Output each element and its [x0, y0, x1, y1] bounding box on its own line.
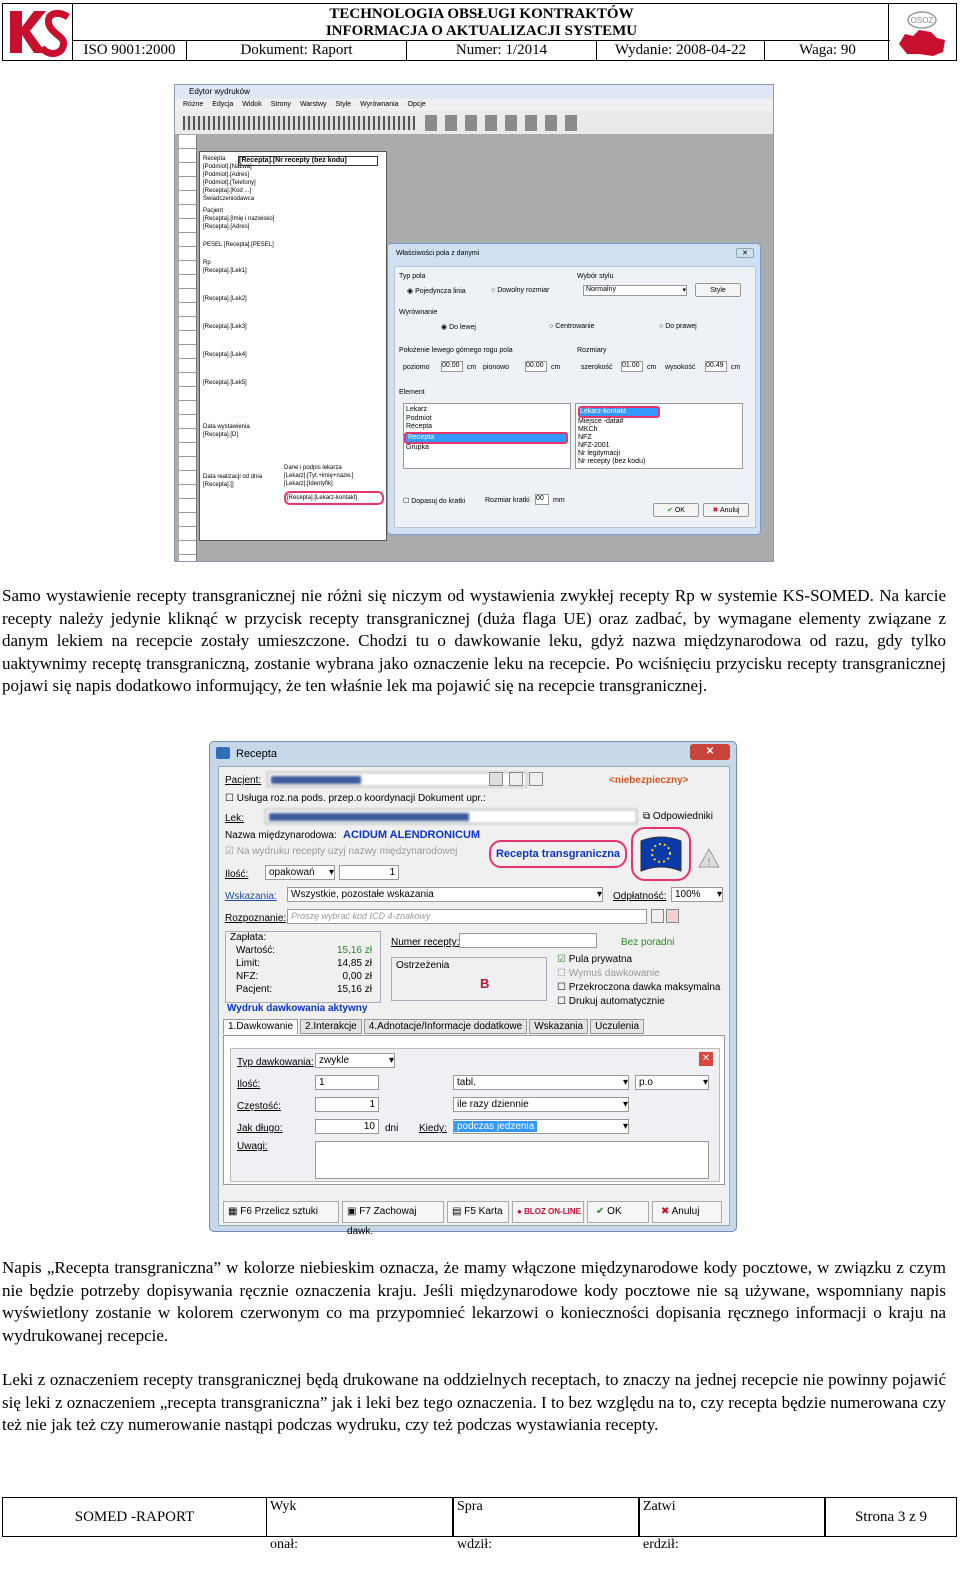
- international-name-value: ACIDUM ALENDRONICUM: [343, 829, 481, 841]
- menu-item[interactable]: Style: [335, 101, 352, 108]
- pay-value: 0,00 zł: [342, 971, 372, 982]
- element-right-list[interactable]: [575, 403, 743, 469]
- width-label: szerokość: [581, 364, 613, 371]
- template-field[interactable]: [Lekarz].[Identyfik]: [284, 481, 333, 487]
- vertical-ruler: [179, 135, 197, 561]
- eu-flag-icon: [637, 833, 685, 875]
- diagnosis-label: Rozpoznanie:: [225, 913, 287, 924]
- template-field[interactable]: Rp: [203, 260, 211, 266]
- warning-b-mark: B: [480, 976, 490, 991]
- frequency-label: Częstość:: [237, 1101, 281, 1112]
- list-item[interactable]: MKCh: [578, 426, 598, 433]
- international-name-label: Nazwa międzynarodowa:: [225, 830, 337, 841]
- style-choice-label: Wybór stylu: [577, 273, 614, 280]
- force-dosage-checkbox[interactable]: ☐ Wymuś dawkowanie: [557, 968, 660, 979]
- dose-amount-input[interactable]: 1: [315, 1075, 379, 1090]
- mm-label: mm: [553, 497, 565, 504]
- tab-indications[interactable]: Wskazania: [529, 1019, 588, 1034]
- element-label: Element: [399, 389, 425, 396]
- notes-label: Uwagi:: [237, 1141, 268, 1152]
- print-editor-screenshot: [174, 84, 774, 562]
- grid-size-input[interactable]: 00: [535, 494, 549, 505]
- dialog-close-button[interactable]: ✕: [736, 248, 754, 258]
- tab-interactions[interactable]: 2.Interakcje: [300, 1019, 362, 1034]
- height-input[interactable]: 00.49: [705, 361, 727, 372]
- list-item-selected[interactable]: Recepta: [404, 432, 568, 445]
- header-title-line1: TECHNOLOGIA OBSŁUGI KONTRAKTÓW: [329, 6, 634, 22]
- template-field[interactable]: [Recepta].[Lek4]: [203, 352, 247, 358]
- editor-title-bar: Edytor wydruków: [175, 85, 773, 99]
- list-item[interactable]: Miejsce -data#: [578, 418, 624, 425]
- eu-flag-button-highlight[interactable]: [631, 827, 691, 881]
- private-pool-checkbox[interactable]: ☑ Pula prywatna: [557, 954, 633, 965]
- align-center-radio[interactable]: ○ Centrowanie: [549, 323, 595, 330]
- header-title-line2: INFORMACJA O AKTUALIZACJI SYSTEMU: [325, 23, 638, 39]
- frequency-input[interactable]: 1: [315, 1097, 379, 1112]
- cm-label: cm: [647, 364, 657, 371]
- list-item-selected[interactable]: Lekarz-kontakt: [578, 406, 660, 418]
- footer-approved-2: erdził:: [643, 1537, 679, 1552]
- cancel-button[interactable]: ✖ Anuluj: [703, 503, 749, 517]
- patient-label: Pacjent:: [225, 775, 262, 786]
- template-field[interactable]: [Recepta].[Lek1]: [203, 268, 247, 274]
- pay-key: NFZ:: [236, 971, 259, 982]
- width-input[interactable]: 01.00: [621, 361, 643, 372]
- list-item[interactable]: Grupka: [406, 444, 429, 451]
- list-icon[interactable]: [529, 772, 543, 786]
- template-field[interactable]: Data wystawienia: [203, 424, 250, 430]
- save-dosage-button[interactable]: ▣ F7 Zachowaj dawk.: [342, 1201, 444, 1223]
- grid-size-label: Rozmiar kratki: [485, 497, 530, 504]
- footer-executed-2: onał:: [270, 1537, 298, 1552]
- usluga-checkbox[interactable]: ☐ Usługa roz.na pods. przep.o koordynacji Dokument upr.:: [225, 793, 486, 804]
- document-footer: [2, 1497, 957, 1552]
- quantity-input[interactable]: 1: [339, 865, 399, 880]
- vertical-label: pionowo: [483, 364, 510, 371]
- header-edition: Wydanie: 2008-04-22: [597, 41, 765, 60]
- ok-button[interactable]: ✔ OK: [587, 1201, 649, 1223]
- template-field[interactable]: [Recepta].[Lek5]: [203, 380, 247, 386]
- days-label: dni: [385, 1123, 399, 1134]
- drug-name-field[interactable]: [265, 809, 637, 824]
- paragraph-1: Samo wystawienie recepty transgranicznej nie różni się niczym od wystawienia zwykłej recepty Rp w systemie KS-SOMED. Na karcie recepty należy jedynie kliknąć w przycisk recepty transgranicznej (duża flaga UE) oraz zadbać, by wymagane elementy związane z danym lekiem na recepcie zostały umieszczone. Chodzi tu o dawkowanie leku, gdyż nazwa międzynarodowa od razu, gdy tylko uaktywnimy receptę transgraniczną, zostanie wybrana jako oznaczenie leku na recepcie. Po wciśnięciu przycisku recepty transgranicznej pojawi się napis dodatkowo informujący, że ten właśnie lek ma pojawić się na recepcie transgranicznej.: [2, 586, 946, 695]
- template-field[interactable]: Świadczeniodawca: [203, 196, 255, 202]
- menu-item[interactable]: Opcje: [407, 101, 426, 108]
- footer-name: SOMED -RAPORT: [3, 1498, 267, 1536]
- snap-to-grid-checkbox[interactable]: ☐ Dopasuj do kratki: [403, 498, 466, 505]
- close-window-button[interactable]: ✕: [690, 744, 730, 760]
- cm-label: cm: [467, 364, 477, 371]
- template-field[interactable]: [Recepta].[]: [203, 482, 234, 488]
- single-line-radio[interactable]: ◉ Pojedyncza linia: [407, 288, 466, 295]
- prescription-number-label: Numer recepty:: [391, 937, 460, 948]
- recalc-button[interactable]: ▦ F6 Przelicz sztuki: [223, 1201, 339, 1223]
- diagnosis-input[interactable]: Proszę wybrać kod ICD 4-znakowy: [287, 909, 647, 924]
- dosage-type-label: Typ dawkowania:: [237, 1057, 314, 1068]
- header-iso: ISO 9001:2000: [73, 41, 187, 60]
- tab-bar: [223, 1019, 644, 1034]
- template-field[interactable]: [Recepta].[Nr recepty (bez kodu]: [238, 156, 378, 166]
- header-number: Numer: 1/2014: [407, 41, 597, 60]
- menu-item[interactable]: Wyrównania: [360, 101, 399, 108]
- tab-annotations[interactable]: 4.Adnotacje/Informacje dodatkowe: [364, 1019, 527, 1034]
- footer-checked-1: Spra: [457, 1498, 639, 1536]
- field-properties-dialog: [387, 243, 761, 535]
- ks-logo: [3, 4, 73, 60]
- tab-dosage[interactable]: 1.Dawkowanie: [223, 1019, 298, 1034]
- typ-pola-label: Typ pola: [399, 273, 426, 280]
- list-item[interactable]: NFZ-2001: [578, 442, 610, 449]
- warning-icon: [697, 847, 721, 869]
- bottom-button-bar: [223, 1201, 725, 1237]
- template-field[interactable]: [Recepta].[Kod ...]: [203, 188, 252, 194]
- card-icon[interactable]: [489, 772, 503, 786]
- pay-value: 14,85 zł: [336, 958, 372, 969]
- align-left-radio[interactable]: ◉ Do lewej: [441, 324, 476, 331]
- toolbar-icons-strip[interactable]: [183, 116, 415, 130]
- patient-name-field[interactable]: [267, 772, 527, 787]
- info-icon[interactable]: [509, 772, 523, 786]
- template-field[interactable]: [Recepta].[Imię i nazwisko]: [203, 216, 275, 222]
- payment-box: [225, 931, 381, 1003]
- height-label: wysokość: [665, 364, 696, 371]
- toolbar-tools[interactable]: [425, 115, 585, 131]
- template-field[interactable]: Pacjent: [203, 208, 224, 214]
- menu-item[interactable]: Widok: [242, 101, 262, 108]
- prescription-number-input[interactable]: [459, 933, 597, 948]
- document-header: [2, 3, 957, 61]
- quantity-label: Ilość:: [225, 869, 249, 880]
- cross-border-prescription-label: Recepta transgraniczna: [489, 840, 627, 868]
- pay-key: Wartość:: [236, 945, 276, 956]
- when-select[interactable]: podczas jedzenia ▾: [453, 1119, 629, 1134]
- vertical-input[interactable]: 00.00: [525, 361, 547, 372]
- dosage-type-select[interactable]: zwykle ▾: [315, 1053, 395, 1068]
- footer-approved-1: Zatwi: [643, 1498, 825, 1536]
- footer-checked-2: wdził:: [457, 1537, 492, 1552]
- dynamic-size-radio[interactable]: ○ Dowolny rozmiar: [491, 287, 550, 294]
- warnings-title: Ostrzeżenia: [396, 960, 450, 971]
- template-field[interactable]: [Lekarz].[Tyt.+imię+nazw.]: [284, 473, 354, 479]
- template-field[interactable]: [Podmiot].[Nazwa]: [203, 164, 252, 170]
- menu-item[interactable]: Strony: [270, 101, 291, 108]
- header-weight: Waga: 90: [799, 42, 856, 58]
- menu-item[interactable]: Warstwy: [299, 101, 327, 108]
- horizontal-label: poziomo: [403, 364, 430, 371]
- equivalents-button[interactable]: ⧉ Odpowiedniki: [643, 811, 713, 822]
- duration-label: Jak długo:: [237, 1123, 283, 1134]
- list-item[interactable]: Nr legitymacji: [578, 450, 621, 457]
- editor-toolbar: [175, 111, 773, 135]
- template-field[interactable]: [Podmiot].[Telefony]: [203, 180, 256, 186]
- max-dose-exceeded-checkbox[interactable]: ☐ Przekroczona dawka maksymalna: [557, 982, 721, 993]
- list-item[interactable]: Lekarz: [406, 406, 428, 413]
- list-item[interactable]: Recepta: [406, 423, 433, 430]
- lekarz-kontakt-field-highlight[interactable]: [Recepta].[Lekarz-kontakt]: [284, 491, 384, 505]
- tab-allergies[interactable]: Uczulenia: [590, 1019, 644, 1034]
- dose-unit-select[interactable]: tabl. ▾: [453, 1075, 629, 1090]
- position-label: Położenie lewego górnego rogu pola: [399, 347, 513, 354]
- align-right-radio[interactable]: ○ Do prawej: [659, 323, 697, 330]
- ok-button[interactable]: ✔ OK: [653, 503, 699, 517]
- warnings-box: [391, 957, 547, 1001]
- template-field[interactable]: Data realizacji od dnia: [203, 474, 263, 480]
- frequency-select[interactable]: ile razy dziennie ▾: [453, 1097, 629, 1112]
- drug-label: Lek:: [225, 813, 244, 824]
- style-button[interactable]: Style: [695, 283, 741, 297]
- clear-dosage-icon[interactable]: ✕: [699, 1052, 713, 1066]
- when-label: Kiedy:: [419, 1123, 447, 1134]
- pay-key: Limit:: [236, 958, 260, 969]
- horizontal-input[interactable]: 00.00: [441, 361, 463, 372]
- template-field[interactable]: [Recepta].[D]: [203, 432, 239, 438]
- menu-item[interactable]: Różne: [183, 101, 204, 108]
- template-field[interactable]: [Recepta].[Adres]: [203, 224, 250, 230]
- prescription-template-page: [199, 151, 387, 541]
- svg-text:OSOZ: OSOZ: [910, 16, 934, 25]
- template-field[interactable]: [Recepta].[Lek2]: [203, 296, 247, 302]
- size-label: Rozmiary: [577, 347, 607, 354]
- editor-menu-bar: [175, 99, 773, 111]
- osoz-seal: [888, 4, 956, 60]
- list-item[interactable]: Nr recepty (bez kodu): [578, 458, 646, 465]
- no-clinic-label: Bez poradni: [621, 937, 675, 948]
- payment-title: Zapłata:: [230, 932, 267, 943]
- notes-textarea[interactable]: [315, 1141, 709, 1179]
- pay-value: 15,16 zł: [336, 945, 372, 956]
- card-button[interactable]: ▤ F5 Karta: [447, 1201, 509, 1223]
- pay-value: 15,16 zł: [336, 984, 372, 995]
- template-field[interactable]: PESEL [Recepta].[PESEL]: [203, 242, 274, 248]
- footer-executed-1: Wyk: [270, 1498, 453, 1536]
- template-field[interactable]: [Recepta].[Lek3]: [203, 324, 247, 330]
- payment-rate-label: Odpłatność:: [613, 891, 667, 902]
- template-field[interactable]: Dane i podpis lekarza: [284, 465, 342, 471]
- svg-text:!: !: [707, 857, 711, 868]
- menu-item[interactable]: Edycja: [212, 101, 234, 108]
- pay-key: Pacjent:: [236, 984, 273, 995]
- recepta-window-screenshot: [209, 741, 737, 1237]
- alignment-label: Wyrównanie: [399, 309, 438, 316]
- clear-icon[interactable]: [666, 909, 679, 923]
- search-icon[interactable]: [651, 909, 664, 923]
- payment-rate-select[interactable]: 100% ▾: [671, 887, 723, 902]
- list-item[interactable]: Podmiot: [406, 414, 432, 422]
- window-title: Recepta: [236, 748, 277, 760]
- indications-label: Wskazania:: [225, 891, 277, 902]
- footer-page-number: Strona 3 z 9: [854, 1509, 928, 1525]
- element-left-list[interactable]: [403, 403, 571, 469]
- list-item[interactable]: NFZ: [578, 434, 592, 441]
- auto-print-checkbox[interactable]: ☐ Drukuj automatycznie: [557, 996, 665, 1007]
- paragraph-3: Leki z oznaczeniem recepty transgranicznej będą drukowane na oddzielnych receptach, to znaczy na jednej recepcie nie powinny pojawić się leki z oznaczeniem „recepta transgraniczna” jak i leki bez tego oznaczenia. I to bez względu na to, czy recepta będzie numerowana czy też nie jak też czy numerowanie nastąpi podczas wydruku, czy też podczas wystawiania recepty.: [2, 1370, 946, 1434]
- dangerous-label: <niebezpieczny>: [609, 775, 689, 786]
- dialog-title: Właściwości pola z danymi: [396, 250, 480, 257]
- dosage-print-active-label: Wydruk dawkowania aktywny: [227, 1003, 368, 1014]
- cancel-button[interactable]: ✖ Anuluj: [652, 1201, 722, 1223]
- cm-label: cm: [731, 364, 741, 371]
- quantity-unit-select[interactable]: opakowań ▾: [265, 865, 335, 880]
- header-document: Dokument: Raport: [187, 41, 407, 60]
- dosage-tab-panel: [223, 1035, 725, 1185]
- style-select[interactable]: Normalny ▾: [583, 285, 687, 296]
- bloz-online-button[interactable]: ● BLOZ ON-LINE: [512, 1201, 584, 1223]
- use-international-name-checkbox[interactable]: ☑ Na wydruku recepty użyj nazwy międzynarodowej: [225, 846, 458, 857]
- app-icon: [216, 747, 230, 759]
- duration-input[interactable]: 10: [315, 1119, 379, 1134]
- template-field[interactable]: [Podmiot].[Adres]: [203, 172, 250, 178]
- dose-amount-label: Ilość:: [237, 1079, 261, 1090]
- indications-select[interactable]: Wszystkie, pozostałe wskazania ▾: [287, 887, 603, 902]
- cm-label: cm: [551, 364, 561, 371]
- paragraph-2: Napis „Recepta transgraniczna” w kolorze niebieskim oznacza, że mamy włączone międzynarodowe kody pocztowe, w związku z czym nie będzie potrzeby dopisywania ręcznie oznaczenia kraju. Jeśli międzynarodowe kody pocztowe nie są używane, wspomniany napis wyświetlony zostanie w kolorem czerwonym co ma przypomnieć lekarzowi o konieczności dopisania ręcznego informacji o kraju na wydrukowanej recepcie.: [2, 1258, 946, 1345]
- template-field[interactable]: Recepta: [203, 156, 226, 162]
- route-select[interactable]: p.o ▾: [635, 1075, 709, 1090]
